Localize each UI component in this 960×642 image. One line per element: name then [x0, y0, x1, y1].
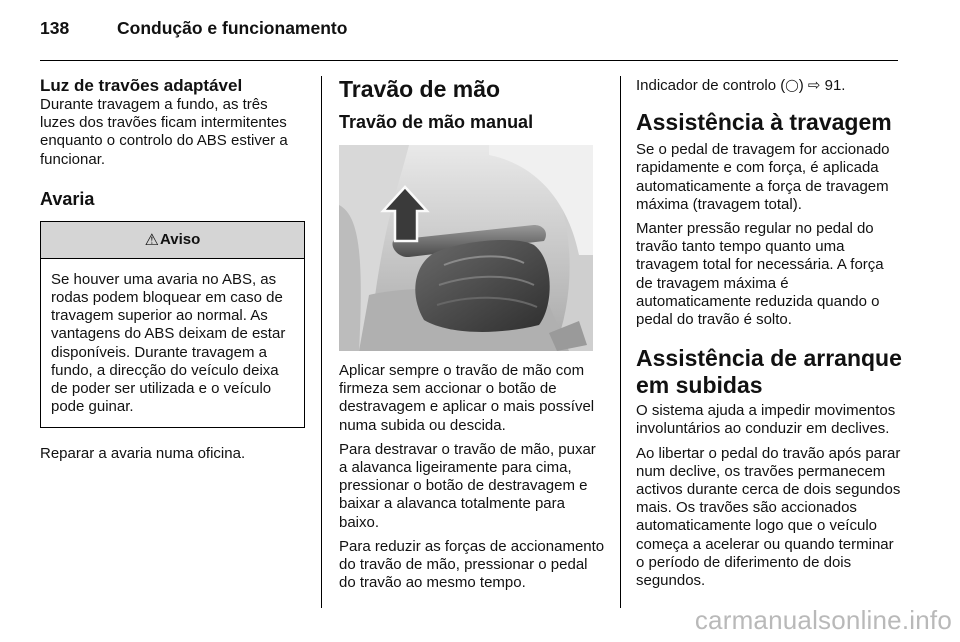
handbrake-heading: Travão de mão: [339, 76, 501, 102]
page-header: [40, 18, 347, 39]
adaptive-brake-light-heading: Luz de travões adaptável: [40, 76, 243, 95]
hill-assist-para-1: O sistema ajuda a impedir movimentos involuntários ao conduzir em declives.: [636, 402, 896, 438]
brake-assist-para-2: Manter pressão regular no pedal do travão tanto tempo quanto uma travagem total for necessária. A força de travagem máxima é automaticamente reduzida quando o pedal do travão é solto.: [636, 220, 884, 329]
page-reference-icon: ⇨: [807, 77, 821, 94]
hill-assist-para-2: Ao libertar o pedal do travão após parar num declive, os travões permanecem activos durante cerca de dois segundos mais. Os travões são accionados automaticamente logo que o veículo começa a acelerar ou quando terminar o período de diferimento de dois segundos.: [636, 444, 901, 590]
column-right: [636, 76, 904, 590]
page-section-title: Condução e funcionamento: [117, 18, 348, 38]
warning-box: [40, 221, 305, 429]
adaptive-brake-light-text: Durante travagem a fundo, as três luzes dos travões ficam intermitentes enquanto o controlo do ABS estiver a funcionar.: [40, 96, 288, 168]
handbrake-para-3: Para reduzir as forças de accionamento do travão de mão, pressionar o pedal do travão ao mesmo tempo.: [339, 537, 605, 592]
header-divider: [40, 60, 898, 61]
warning-header: [41, 222, 304, 259]
warning-triangle-icon: ⚠: [144, 231, 160, 249]
hill-assist-heading: Assistência de arranque em subidas: [636, 345, 902, 399]
indicator-label: Indicador de controlo: [636, 77, 777, 94]
column-middle: [339, 76, 607, 592]
manual-handbrake-subheading: Travão de mão manual: [339, 112, 534, 132]
indicator-line: [636, 76, 904, 95]
column-divider-1: [321, 76, 322, 608]
handbrake-para-1: Aplicar sempre o travão de mão com firmeza sem accionar o botão de destravagem e aplicar o mais possível numa subida ou descida.: [339, 362, 595, 434]
watermark: carmanualsonline.info: [694, 605, 952, 635]
repair-text: Reparar a avaria numa oficina.: [40, 445, 246, 463]
column-divider-2: [620, 76, 621, 608]
page-number: 138: [40, 18, 70, 38]
indicator-ref: 91.: [824, 77, 846, 94]
warning-text: Se houver uma avaria no ABS, as rodas podem bloquear em caso de travagem superior ao normal. As vantagens do ABS deixam de estar disponíveis. Durante travagem a fundo, a direcção do veículo deixa de poder ser utilizada e o veículo pode guinar.: [51, 270, 286, 416]
brake-warning-icon: (◯): [780, 77, 804, 94]
brake-assist-para-1: Se o pedal de travagem for accionado rapidamente e com força, é aplicada automaticamente a força de travagem máxima (travagem total).: [636, 141, 890, 213]
brake-assist-heading: Assistência à travagem: [636, 109, 892, 136]
handbrake-photo: [339, 145, 593, 351]
avaria-heading: Avaria: [40, 188, 95, 209]
handbrake-para-2: Para destravar o travão de mão, puxar a alavanca ligeiramente para cima, pressionar o botão de destravagem e baixar a alavanca totalmente para baixo.: [339, 440, 596, 531]
column-left: [40, 76, 305, 464]
warning-title: Aviso: [160, 231, 201, 249]
